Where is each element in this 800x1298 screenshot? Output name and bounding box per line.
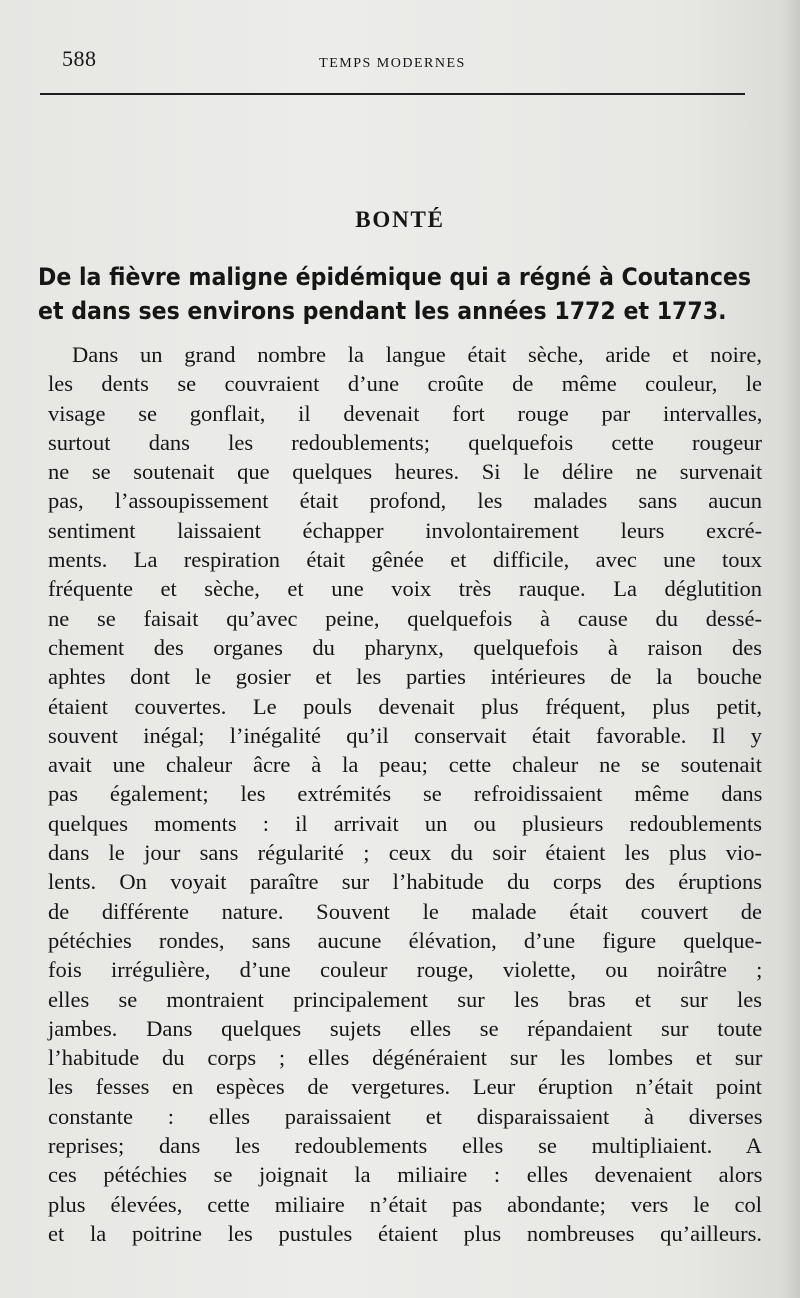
title-line: et dans ses environs pendant les années 1772 et 1773. <box>38 297 727 325</box>
author-name: BONTÉ <box>355 207 445 232</box>
text-line: les fesses en espèces de vergetures. Leur éruption n’était point <box>48 1074 762 1100</box>
page-number: 588 <box>62 46 97 71</box>
title-line: De la fièvre maligne épidémique qui a régné à Coutances <box>38 263 752 291</box>
text-line: pas également; les extrémités se refroidissaient même dans <box>48 781 763 807</box>
text-line: fois irrégulière, d’une couleur rouge, violette, ou noirâtre ; <box>48 957 763 983</box>
text-line: plus élevées, cette miliaire n’était pas abondante; vers le col <box>48 1191 762 1217</box>
text-line: les dents se couvraient d’une croûte de même couleur, le <box>48 371 762 397</box>
text-line: sentiment laissaient échapper involontairement leurs excré- <box>48 517 763 543</box>
header-rule <box>40 93 745 95</box>
page-edge-shadow <box>782 0 800 1298</box>
text-line: souvent inégal; l’inégalité qu’il conservait était favorable. Il y <box>48 722 762 748</box>
text-line: ments. La respiration était gênée et difficile, avec une toux <box>48 547 762 573</box>
text-line: aphtes dont le gosier et les parties intérieures de la bouche <box>48 664 762 690</box>
text-line: pétéchies rondes, sans aucune élévation, d’une figure quelque- <box>48 927 762 953</box>
text-line: étaient couvertes. Le pouls devenait plus fréquent, plus petit, <box>48 693 762 719</box>
text-line: ces pétéchies se joignait la miliaire : elles devenaient alors <box>48 1162 763 1188</box>
page-header <box>40 46 745 86</box>
text-line: de différente nature. Souvent le malade était couvert de <box>48 898 762 924</box>
article-title <box>38 260 752 328</box>
text-line: jambes. Dans quelques sujets elles se répandaient sur toute <box>48 1015 763 1041</box>
text-line: et la poitrine les pustules étaient plus nombreuses qu’ailleurs. <box>48 1220 762 1246</box>
text-line: quelques moments : il arrivait un ou plusieurs redoublements <box>48 810 762 836</box>
text-line: Dans un grand nombre la langue était sèche, aride et noire, <box>72 342 762 367</box>
text-line: reprises; dans les redoublements elles se multipliaient. A <box>48 1133 762 1159</box>
text-line: avait une chaleur âcre à la peau; cette chaleur ne se soutenait <box>48 752 762 778</box>
text-line: dans le jour sans régularité ; ceux du soir étaient les plus vio- <box>48 840 762 866</box>
text-line: lents. On voyait paraître sur l’habitude du corps des éruptions <box>48 869 762 895</box>
text-line: elles se montraient principalement sur les bras et sur les <box>48 986 762 1012</box>
text-line: pas, l’assoupissement était profond, les malades sans aucun <box>48 488 762 514</box>
text-line: l’habitude du corps ; elles dégénéraient sur les lombes et sur <box>48 1045 763 1071</box>
body-paragraph <box>48 340 762 1248</box>
text-line: ne se faisait qu’avec peine, quelquefois à cause du dessé- <box>48 605 762 631</box>
text-line: constante : elles paraissaient et disparaissaient à diverses <box>48 1103 763 1129</box>
text-line: surtout dans les redoublements; quelquefois cette rougeur <box>48 429 762 455</box>
text-line: ne se soutenait que quelques heures. Si le délire ne survenait <box>48 459 763 485</box>
text-line: chement des organes du pharynx, quelquefois à raison des <box>48 634 762 660</box>
text-line: fréquente et sèche, et une voix très rauque. La déglutition <box>48 576 762 602</box>
text-line: visage se gonflait, il devenait fort rouge par intervalles, <box>48 400 763 426</box>
running-head: TEMPS MODERNES <box>319 56 466 71</box>
